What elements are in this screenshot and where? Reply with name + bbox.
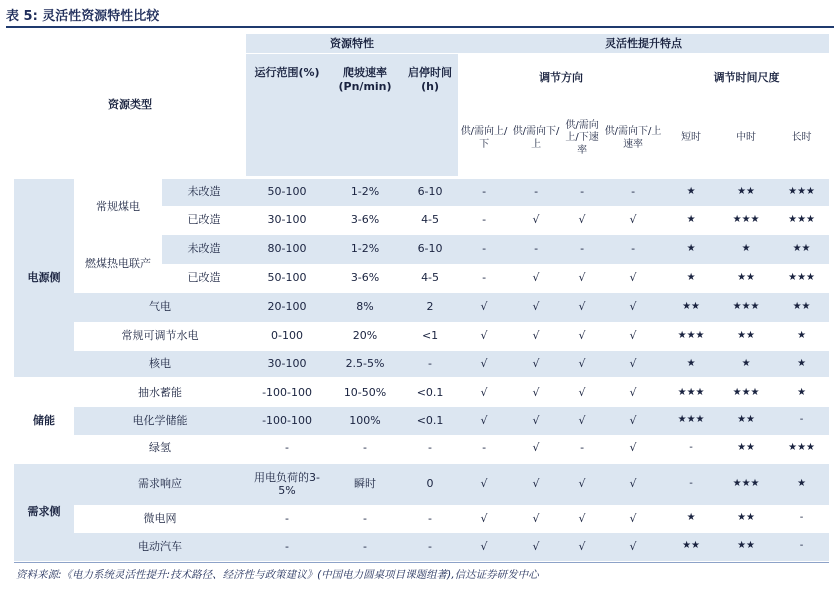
startup-time: 4-5 [421, 213, 440, 227]
star-rating: ★★★ [788, 271, 816, 283]
header-startup-time: 启停时间(h) [402, 54, 458, 178]
dir-cell: √ [578, 539, 586, 553]
dir-cell: √ [629, 300, 637, 314]
startup-time: <0.1 [402, 379, 458, 407]
star-rating: ★ [664, 178, 718, 206]
dir-cell: √ [578, 213, 586, 227]
star-rating: ★★★ [788, 213, 816, 225]
dir-cell: √ [578, 511, 586, 525]
table-row [14, 351, 829, 379]
startup-time: 6-10 [417, 242, 443, 256]
star-rating: - [799, 512, 804, 524]
dir-cell: √ [480, 413, 488, 427]
table-row [14, 463, 829, 505]
dir-cell: √ [532, 213, 540, 227]
dir-cell: √ [532, 539, 540, 553]
dir-cell: √ [629, 440, 637, 454]
startup-time: 6-10 [402, 178, 458, 206]
dir-cell: - [580, 440, 585, 454]
run-range: 50-100 [267, 271, 307, 285]
run-range: 30-100 [267, 213, 307, 227]
dir-cell: √ [562, 379, 602, 407]
star-rating: ★ [741, 242, 751, 254]
run-range: - [285, 511, 290, 525]
table-row [14, 293, 829, 322]
flexibility-resource-table [14, 34, 829, 561]
star-rating: ★★★ [788, 441, 816, 453]
dir-cell: √ [532, 511, 540, 525]
dir-cell: √ [532, 413, 540, 427]
dir-cell: √ [510, 463, 562, 505]
resource-name: 常规煤电 [74, 178, 162, 235]
dir-cell: - [482, 440, 487, 454]
startup-time: 4-5 [421, 271, 440, 285]
table-row [14, 322, 829, 351]
header-dir-3: 供/需向上/下速率 [565, 119, 599, 156]
dir-cell: √ [578, 356, 586, 370]
star-rating: ★★ [718, 178, 774, 206]
dir-cell: √ [510, 379, 562, 407]
ramp-rate: 8% [356, 300, 374, 314]
star-rating: - [799, 540, 804, 552]
header-resource-type: 资源类型 [108, 98, 153, 112]
dir-cell: √ [532, 356, 540, 370]
table-row [14, 505, 829, 533]
star-rating: ★★ [682, 540, 701, 552]
resource-subtype: 未改造 [162, 178, 246, 206]
startup-time: - [428, 356, 433, 370]
dir-cell: - [510, 178, 562, 206]
dir-cell: - [458, 178, 510, 206]
run-range: 30-100 [267, 356, 307, 370]
startup-time: 2 [426, 300, 434, 314]
startup-time: <1 [421, 329, 439, 343]
header-dir-2: 供/需向下/上 [512, 126, 560, 150]
resource-name: 电化学储能 [132, 413, 188, 427]
dir-cell: √ [578, 413, 586, 427]
resource-name: 绿氢 [149, 440, 172, 454]
header-dir-4: 供/需向下/上速率 [604, 126, 662, 150]
category-cell: 储能 [14, 379, 74, 463]
dir-cell: - [482, 242, 487, 256]
run-range: - [285, 440, 290, 454]
dir-cell: - [562, 178, 602, 206]
resource-name: 抽水蓄能 [74, 379, 246, 407]
ramp-rate: 瞬时 [328, 463, 402, 505]
ramp-rate: - [363, 440, 368, 454]
startup-time: <0.1 [416, 413, 444, 427]
dir-cell: √ [532, 329, 540, 343]
dir-cell: - [602, 178, 664, 206]
ramp-rate: - [363, 511, 368, 525]
star-rating: ★★★ [732, 300, 760, 312]
star-rating: ★★ [737, 414, 756, 426]
run-range: 0-100 [271, 329, 304, 343]
dir-cell: √ [629, 413, 637, 427]
star-rating: ★★ [792, 242, 811, 254]
dir-cell: √ [629, 213, 637, 227]
star-rating: ★ [797, 329, 807, 341]
star-rating: ★★ [737, 441, 756, 453]
dir-cell: √ [480, 511, 488, 525]
table-row [14, 379, 829, 407]
source-note: 资料来源:《电力系统灵活性提升:技术路径、经济性与政策建议》(中国电力圆桌项目课题组著),信达证券研发中心 [16, 569, 539, 581]
dir-cell: √ [629, 271, 637, 285]
ramp-rate: 2.5-5% [345, 356, 385, 370]
resource-name: 需求响应 [74, 463, 246, 505]
resource-name: 电动汽车 [138, 539, 183, 553]
resource-name: 核电 [149, 356, 172, 370]
table-bottom-rule [14, 562, 829, 563]
dir-cell: - [482, 213, 487, 227]
startup-time: - [428, 440, 433, 454]
header-time-long: 长时 [791, 132, 812, 144]
star-rating: ★ [686, 357, 696, 369]
star-rating: ★★ [737, 329, 756, 341]
header-time-short: 短时 [681, 132, 702, 144]
run-range: -100-100 [246, 379, 328, 407]
star-rating: ★★★ [732, 213, 760, 225]
star-rating: ★ [774, 463, 829, 505]
star-rating: ★ [774, 379, 829, 407]
star-rating: ★★★ [718, 463, 774, 505]
header-time-scale: 调节时间尺度 [713, 70, 780, 84]
table-row [14, 235, 829, 264]
star-rating: ★★ [737, 512, 756, 524]
dir-cell: √ [532, 271, 540, 285]
header-resource-props: 资源特性 [246, 34, 458, 54]
resource-name: 气电 [149, 300, 172, 314]
dir-cell: √ [602, 379, 664, 407]
dir-cell: √ [480, 329, 488, 343]
dir-cell: √ [458, 379, 510, 407]
table-row [14, 435, 829, 463]
resource-name: 微电网 [143, 511, 177, 525]
table-row [14, 178, 829, 206]
star-rating: ★★ [737, 540, 756, 552]
ramp-rate: 1-2% [350, 242, 380, 256]
startup-time: - [428, 511, 433, 525]
dir-cell: - [534, 242, 539, 256]
resource-name: 燃煤热电联产 [74, 235, 162, 293]
star-rating: ★★ [737, 271, 756, 283]
dir-cell: √ [629, 539, 637, 553]
table-title: 表 5: 灵活性资源特性比较 [6, 9, 160, 24]
ramp-rate: 3-6% [350, 271, 380, 285]
star-rating: ★ [797, 357, 807, 369]
dir-cell: √ [480, 356, 488, 370]
table-row [14, 407, 829, 435]
star-rating: ★ [686, 271, 696, 283]
run-range: 20-100 [267, 300, 307, 314]
star-rating: ★ [686, 242, 696, 254]
star-rating: - [799, 414, 804, 426]
dir-cell: √ [480, 539, 488, 553]
ramp-rate: 10-50% [328, 379, 402, 407]
star-rating: ★★★ [774, 178, 829, 206]
run-range: - [285, 539, 290, 553]
resource-subtype: 已改造 [187, 213, 221, 227]
header-run-range: 运行范围(%) [246, 54, 328, 178]
run-range: 用电负荷的3-5% [246, 463, 328, 505]
dir-cell: √ [532, 300, 540, 314]
dir-cell: √ [532, 440, 540, 454]
header-dir-1: 供/需向上/下 [460, 126, 508, 150]
dir-cell: √ [629, 329, 637, 343]
star-rating: ★★ [792, 300, 811, 312]
header-time-mid: 中时 [736, 132, 757, 144]
star-rating: - [664, 463, 718, 505]
dir-cell: - [580, 242, 585, 256]
dir-cell: √ [602, 463, 664, 505]
dir-cell: √ [578, 329, 586, 343]
star-rating: ★★★ [677, 329, 705, 341]
star-rating: ★ [686, 512, 696, 524]
run-range: 50-100 [246, 178, 328, 206]
dir-cell: √ [458, 463, 510, 505]
ramp-rate: 3-6% [350, 213, 380, 227]
dir-cell: √ [578, 271, 586, 285]
dir-cell: √ [629, 511, 637, 525]
header-regulation-direction: 调节方向 [539, 70, 584, 84]
startup-time: - [428, 539, 433, 553]
dir-cell: - [631, 242, 636, 256]
resource-subtype: 已改造 [187, 271, 221, 285]
run-range: 80-100 [267, 242, 307, 256]
ramp-rate: - [363, 539, 368, 553]
title-divider [6, 26, 834, 28]
dir-cell: √ [629, 356, 637, 370]
category-cell: 需求侧 [14, 463, 74, 561]
header-ramp-rate: 爬坡速率(Pn/min) [328, 54, 402, 178]
star-rating: ★★★ [677, 414, 705, 426]
run-range: -100-100 [262, 413, 312, 427]
star-rating: ★★★ [718, 379, 774, 407]
dir-cell: √ [562, 463, 602, 505]
resource-subtype: 未改造 [187, 242, 221, 256]
star-rating: ★ [741, 357, 751, 369]
ramp-rate: 1-2% [328, 178, 402, 206]
ramp-rate: 20% [352, 329, 378, 343]
table-row [14, 533, 829, 561]
header-flex-features: 灵活性提升特点 [458, 34, 829, 54]
resource-name: 常规可调节水电 [121, 329, 199, 343]
star-rating: ★★★ [664, 379, 718, 407]
dir-cell: √ [578, 300, 586, 314]
ramp-rate: 100% [349, 413, 381, 427]
dir-cell: √ [480, 300, 488, 314]
startup-time: 0 [402, 463, 458, 505]
dir-cell: - [482, 271, 487, 285]
category-cell: 电源侧 [14, 178, 74, 379]
star-rating: ★ [686, 213, 696, 225]
star-rating: ★★ [682, 300, 701, 312]
star-rating: - [689, 441, 693, 453]
